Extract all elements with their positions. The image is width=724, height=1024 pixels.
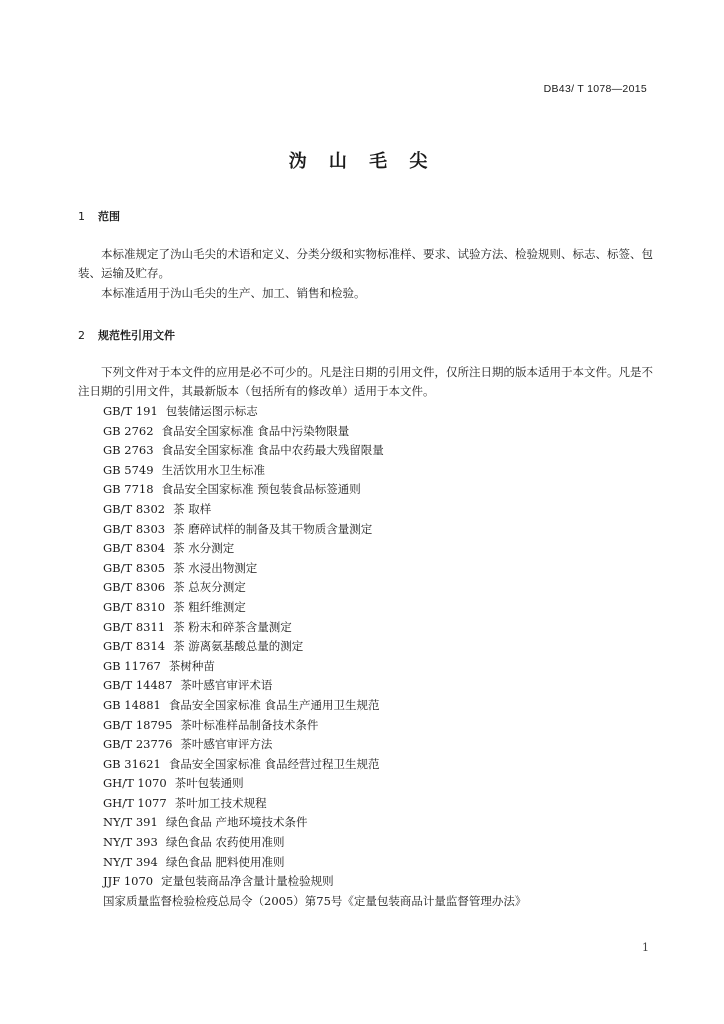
reference-item	[103, 696, 526, 716]
reference-item	[103, 774, 526, 794]
section-1-paragraph-1: 本标准规定了沩山毛尖的术语和定义、分类分级和实物标准样、要求、试验方法、检验规则、标志、标签、包装、运输及贮存。	[78, 247, 653, 280]
reference-code: GB 2762	[103, 423, 154, 438]
reference-code: GB/T 14487	[103, 678, 173, 693]
reference-title: 茶叶标准样品制备技术条件	[180, 717, 319, 732]
reference-title: 茶叶感官审评术语	[180, 678, 273, 693]
reference-title: 茶叶包装通则	[174, 776, 244, 791]
reference-code: NY/T 394	[103, 854, 158, 869]
reference-item	[103, 461, 526, 481]
document-title: 沩 山 毛 尖	[288, 151, 436, 172]
reference-code: GB/T 8311	[103, 619, 166, 634]
reference-code: GB/T 8310	[103, 599, 166, 614]
reference-title: 绿色食品 农药使用准则	[165, 835, 285, 850]
reference-code: GB/T 8303	[103, 521, 166, 536]
reference-item	[103, 853, 526, 873]
reference-item	[103, 422, 526, 442]
reference-item	[103, 500, 526, 520]
reference-item	[103, 813, 526, 833]
reference-code: GB 31621	[103, 756, 161, 771]
reference-code: GB 11767	[103, 658, 161, 673]
section-2-number: 2	[78, 329, 85, 342]
reference-title: 绿色食品 肥料使用准则	[165, 854, 285, 869]
reference-code: GB 14881	[103, 697, 161, 712]
reference-title: 茶 游离氨基酸总量的测定	[173, 639, 304, 654]
reference-title: 包装储运图示标志	[165, 404, 258, 418]
reference-item	[103, 539, 526, 559]
reference-code: GB/T 8314	[103, 639, 166, 654]
reference-item	[103, 441, 526, 461]
reference-item	[103, 892, 526, 912]
reference-item	[103, 657, 526, 677]
reference-code: GB/T 18795	[103, 717, 173, 732]
reference-title: 定量包装商品净含量计量检验规则	[161, 874, 334, 889]
document-number: DB43/ T 1078—2015	[543, 83, 647, 95]
reference-item	[103, 794, 526, 814]
reference-title: 生活饮用水卫生标准	[161, 462, 266, 477]
reference-code: GB/T 8304	[103, 541, 166, 556]
reference-item	[103, 559, 526, 579]
reference-item	[103, 598, 526, 618]
reference-title: 茶 水浸出物测定	[173, 560, 258, 575]
reference-title: 茶叶感官审评方法	[180, 737, 273, 752]
reference-item	[103, 578, 526, 598]
reference-code: GB/T 8306	[103, 580, 166, 595]
section-1-number: 1	[78, 210, 85, 223]
reference-code: GB 2763	[103, 443, 154, 458]
reference-title: 食品安全国家标准 食品经营过程卫生规范	[168, 756, 380, 771]
reference-item	[103, 735, 526, 755]
section-1-heading	[78, 208, 120, 224]
reference-code: GB 7718	[103, 482, 154, 497]
reference-item	[103, 637, 526, 657]
reference-title: 茶 粗纤维测定	[173, 599, 246, 614]
reference-title: 食品安全国家标准 预包装食品标签通则	[161, 482, 361, 497]
reference-item	[103, 480, 526, 500]
reference-code: GB 5749	[103, 462, 154, 477]
reference-title: 绿色食品 产地环境技术条件	[165, 815, 308, 830]
reference-item	[103, 676, 526, 696]
section-2-heading	[78, 327, 175, 343]
page-number: 1	[642, 941, 649, 954]
reference-title: 食品安全国家标准 食品生产通用卫生规范	[168, 697, 380, 712]
reference-code: GB/T 8305	[103, 560, 166, 575]
reference-title: 茶树种苗	[168, 658, 215, 673]
reference-item	[103, 872, 526, 892]
reference-item	[103, 833, 526, 853]
section-1-title: 范围	[98, 210, 120, 223]
reference-code: GB/T 8302	[103, 501, 166, 516]
reference-code: GH/T 1070	[103, 776, 167, 791]
reference-code: GB/T 191	[103, 404, 158, 418]
reference-item	[103, 716, 526, 736]
reference-title: 茶 水分测定	[173, 541, 235, 556]
reference-title: 食品安全国家标准 食品中农药最大残留限量	[161, 443, 384, 458]
reference-item	[103, 520, 526, 540]
reference-item	[103, 402, 526, 422]
reference-title: 茶 磨碎试样的制备及其干物质含量测定	[173, 521, 373, 536]
reference-title: 茶 取样	[173, 501, 212, 516]
reference-code: NY/T 393	[103, 835, 158, 850]
reference-title: 食品安全国家标准 食品中污染物限量	[161, 423, 350, 438]
reference-title: 茶 粉末和碎茶含量测定	[173, 619, 292, 634]
reference-code: NY/T 391	[103, 815, 158, 830]
reference-code: JJF 1070	[103, 874, 154, 889]
reference-item	[103, 755, 526, 775]
section-2-intro: 下列文件对于本文件的应用是必不可少的。凡是注日期的引用文件，仅所注日期的版本适用于本文件。凡是不注日期的引用文件，其最新版本（包括所有的修改单）适用于本文件。	[78, 365, 653, 398]
section-2-title: 规范性引用文件	[98, 329, 175, 342]
reference-title: 茶 总灰分测定	[173, 580, 246, 595]
reference-code: GH/T 1077	[103, 795, 167, 810]
reference-title: 国家质量监督检验检疫总局令（2005）第75号《定量包装商品计量监督管理办法》	[103, 893, 527, 908]
reference-list	[103, 402, 526, 911]
section-1-paragraph-2: 本标准适用于沩山毛尖的生产、加工、销售和检验。	[101, 286, 366, 300]
reference-title: 茶叶加工技术规程	[174, 795, 267, 810]
reference-code: GB/T 23776	[103, 737, 173, 752]
reference-item	[103, 618, 526, 638]
